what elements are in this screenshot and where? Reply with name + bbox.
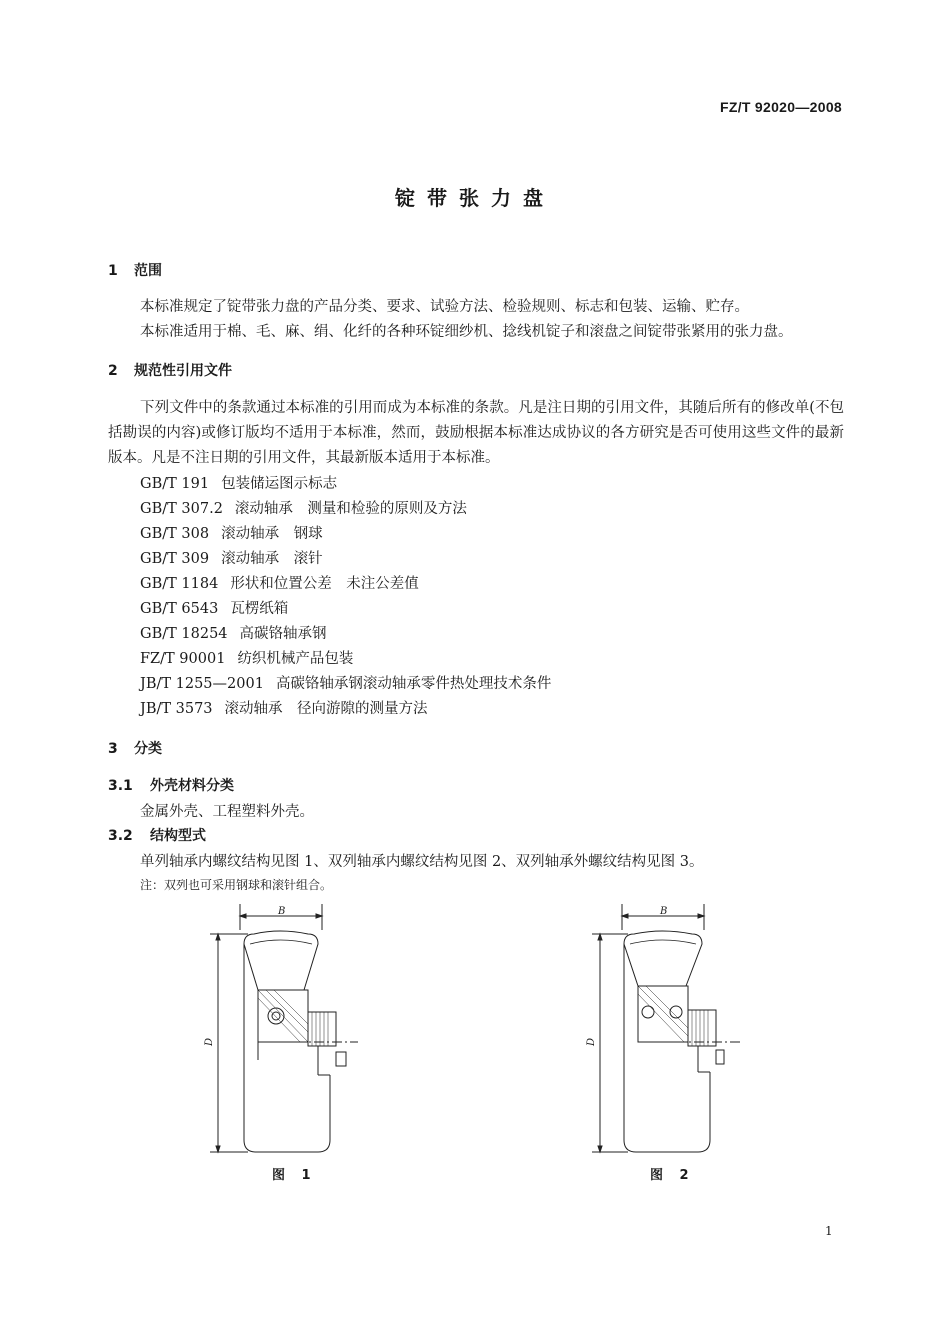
figure-2-caption: 图 2 [650, 1168, 695, 1183]
reference-title: 高碳铬轴承钢 [239, 626, 327, 642]
reference-code: GB/T 191 [140, 476, 210, 492]
standard-number: FZ/T 92020—2008 [719, 99, 842, 115]
reference-code: GB/T 307.2 [140, 501, 223, 517]
reference-code: JB/T 3573 [140, 701, 213, 717]
section-3-1-text: 金属外壳、工程塑料外壳。 [140, 804, 314, 820]
section-3-heading [108, 738, 162, 758]
reference-title: 滚动轴承 钢球 [221, 526, 323, 542]
section-3-1-heading [108, 775, 234, 795]
reference-item [140, 572, 551, 597]
reference-item [140, 472, 551, 497]
section-3-2-number: 3.2 [108, 828, 133, 844]
section-1-para-2-text: 本标准适用于棉、毛、麻、绢、化纤的各种环锭细纱机、捻线机锭子和滚盘之间锭带张紧用的张力盘。 [140, 324, 793, 340]
reference-code: GB/T 309 [140, 551, 210, 567]
reference-title: 滚动轴承 测量和检验的原则及方法 [234, 501, 467, 517]
reference-item [140, 697, 551, 722]
reference-title: 瓦楞纸箱 [230, 601, 289, 617]
section-1-para-1-text: 本标准规定了锭带张力盘的产品分类、要求、试验方法、检验规则、标志和包装、运输、贮存。 [140, 299, 749, 315]
normative-references-list [140, 472, 551, 722]
figure-1-drawing [200, 900, 370, 1165]
section-1-title: 范围 [134, 263, 162, 279]
reference-code: GB/T 18254 [140, 626, 228, 642]
figure-2-drawing [580, 900, 750, 1165]
reference-code: JB/T 1255—2001 [140, 676, 264, 692]
section-1-para-1 [108, 295, 848, 320]
page-number: 1 [825, 1224, 833, 1238]
section-3-2-title: 结构型式 [150, 828, 206, 844]
section-2-title: 规范性引用文件 [134, 363, 232, 379]
section-2-intro-text: 下列文件中的条款通过本标准的引用而成为本标准的条款。凡是注日期的引用文件，其随后所有的修改单(不包括勘误的内容)或修订版均不适用于本标准，然而，鼓励根据本标准达成协议的各方研究是否可使用这些文件的最新版本。凡是不注日期的引用文件，其最新版本适用于本标准。 [108, 400, 844, 466]
figure-1-dim-d: D [204, 1037, 215, 1046]
reference-item [140, 647, 551, 672]
section-3-title: 分类 [134, 741, 162, 757]
reference-item [140, 522, 551, 547]
section-3-2-note: 注：双列也可采用钢球和滚针组合。 [140, 878, 333, 892]
section-3-2-text: 单列轴承内螺纹结构见图 1、双列轴承内螺纹结构见图 2、双列轴承外螺纹结构见图 3。 [140, 854, 704, 870]
section-2-intro [108, 396, 844, 471]
reference-title: 滚动轴承 滚针 [221, 551, 323, 567]
reference-item [140, 597, 551, 622]
reference-title: 滚动轴承 径向游隙的测量方法 [224, 701, 428, 717]
reference-code: GB/T 308 [140, 526, 210, 542]
reference-code: FZ/T 90001 [140, 651, 226, 667]
figure-1-caption: 图 1 [272, 1168, 317, 1183]
reference-title: 形状和位置公差 未注公差值 [230, 576, 419, 592]
section-1-para-2 [108, 320, 848, 345]
figure-2-dim-d: D [586, 1037, 597, 1046]
section-2-number: 2 [108, 363, 118, 379]
section-3-1-title: 外壳材料分类 [150, 778, 234, 794]
document-title: 锭带张力盘 [395, 186, 555, 210]
section-3-2-heading [108, 825, 206, 845]
section-3-number: 3 [108, 741, 118, 757]
reference-title: 包装储运图示标志 [221, 476, 338, 492]
reference-item [140, 547, 551, 572]
figure-2-dim-b: B [660, 906, 668, 917]
reference-item [140, 622, 551, 647]
section-3-1-number: 3.1 [108, 778, 133, 794]
section-1-heading [108, 260, 162, 280]
reference-code: GB/T 6543 [140, 601, 219, 617]
reference-title: 纺织机械产品包装 [237, 651, 354, 667]
section-2-heading [108, 360, 232, 380]
reference-code: GB/T 1184 [140, 576, 219, 592]
figure-1-dim-b: B [278, 906, 286, 917]
reference-item [140, 672, 551, 697]
reference-item [140, 497, 551, 522]
section-1-number: 1 [108, 263, 118, 279]
reference-title: 高碳铬轴承钢滚动轴承零件热处理技术条件 [275, 676, 552, 692]
